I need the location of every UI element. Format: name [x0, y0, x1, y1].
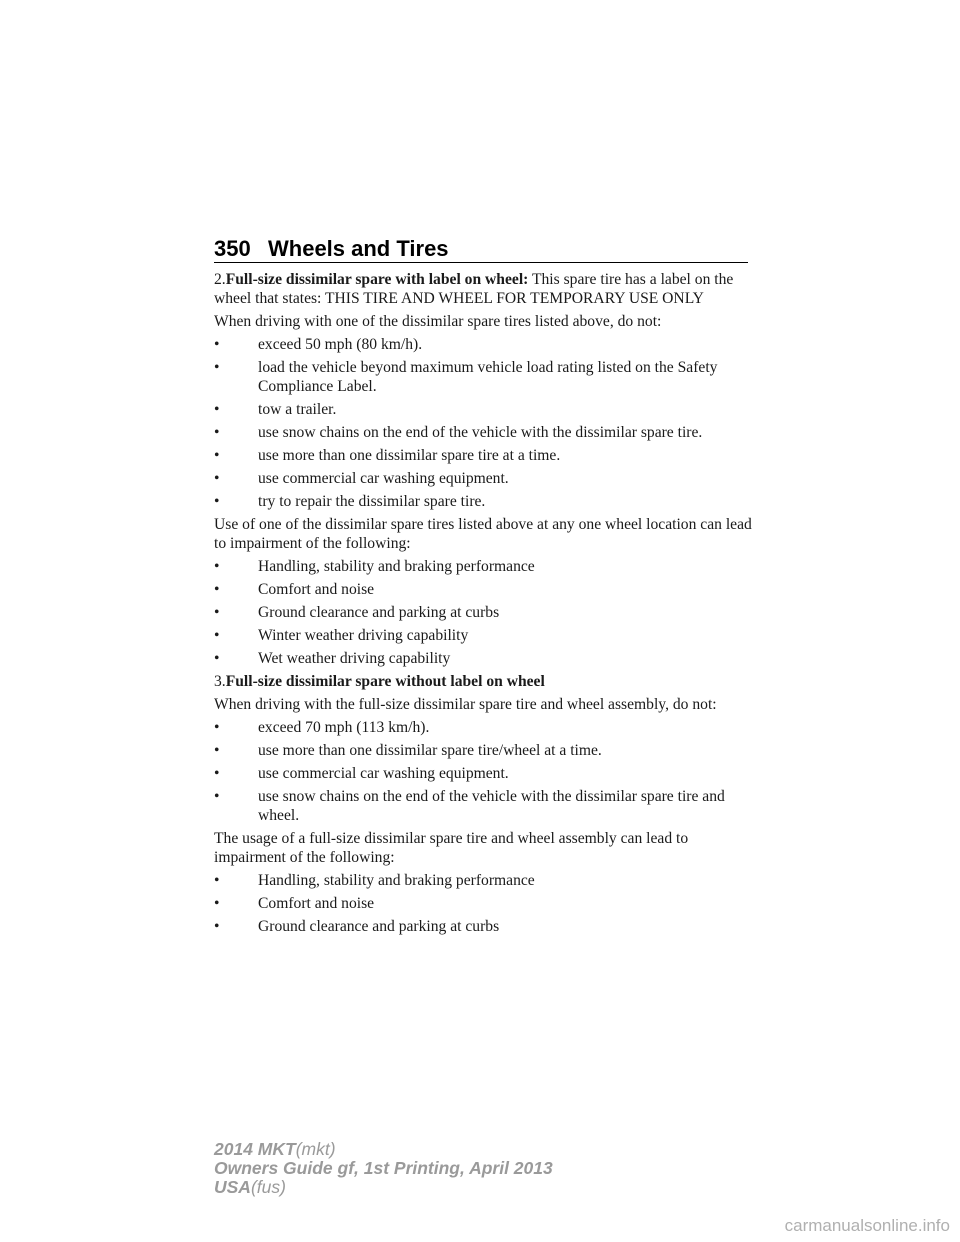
list-item-text: Ground clearance and parking at curbs [258, 918, 500, 935]
list-item [214, 626, 754, 645]
list-item [214, 741, 754, 760]
footer-model: 2014 MKT [214, 1139, 296, 1159]
item-2-text: This spare tire has a label on the wheel that states: THIS TIRE AND WHEEL FOR TEMPORARY USE ONLY [214, 271, 734, 307]
page-header [214, 236, 748, 262]
list-item-text: use more than one dissimilar spare tire at a time. [258, 447, 561, 464]
item-2-lead: Full-size dissimilar spare with label on wheel: [225, 271, 529, 288]
list-item [214, 400, 754, 419]
list-2 [214, 557, 754, 668]
footer-line-1 [214, 1140, 634, 1159]
bullet-icon [214, 764, 258, 783]
item-3-lead: Full-size dissimilar spare without label on wheel [225, 673, 545, 690]
bullet-icon [214, 649, 258, 668]
list-item-text: Wet weather driving capability [258, 650, 451, 667]
list-item-text: Handling, stability and braking performance [258, 872, 535, 889]
list-item [214, 580, 754, 599]
page-number: 350 [214, 236, 251, 261]
list-item-text: load the vehicle beyond maximum vehicle load rating listed on the Safety Compliance Label. [258, 359, 718, 395]
bullet-icon [214, 492, 258, 511]
list-item [214, 492, 754, 511]
footer-model-code: (mkt) [295, 1139, 336, 1159]
item-2-number: 2. [214, 271, 226, 288]
bullet-icon [214, 603, 258, 622]
footer-line-2: Owners Guide gf, 1st Printing, April 2013 [214, 1158, 553, 1178]
list-item [214, 764, 754, 783]
watermark: carmanualsonline.info [784, 1216, 950, 1235]
bullet-icon [214, 917, 258, 936]
list-item [214, 446, 754, 465]
list-item-text: Ground clearance and parking at curbs [258, 604, 500, 621]
header-rule [214, 262, 748, 263]
list-item [214, 917, 754, 936]
list-item [214, 423, 754, 442]
bullet-icon [214, 400, 258, 419]
footer-line-3 [214, 1178, 634, 1197]
list-item [214, 871, 754, 890]
item-2-paragraph [214, 270, 754, 308]
list-item-text: use commercial car washing equipment. [258, 470, 509, 487]
item-3-paragraph [214, 672, 754, 691]
list-item-text: Handling, stability and braking performance [258, 558, 535, 575]
bullet-icon [214, 557, 258, 576]
intro-paragraph-2: Use of one of the dissimilar spare tires listed above at any one wheel location can lead to impairment of the following: [214, 516, 752, 552]
list-item [214, 469, 754, 488]
section-title: Wheels and Tires [268, 236, 449, 261]
intro-paragraph-1: When driving with one of the dissimilar spare tires listed above, do not: [214, 313, 662, 330]
bullet-icon [214, 871, 258, 890]
item-3-number: 3. [214, 673, 226, 690]
list-item-text: try to repair the dissimilar spare tire. [258, 493, 486, 510]
page-footer [214, 1140, 634, 1197]
list-item [214, 718, 754, 737]
list-3 [214, 718, 754, 825]
bullet-icon [214, 741, 258, 760]
list-item-text: use snow chains on the end of the vehicle with the dissimilar spare tire and wheel. [258, 788, 725, 824]
bullet-icon [214, 446, 258, 465]
list-item-text: exceed 50 mph (80 km/h). [258, 336, 423, 353]
footer-market: USA [214, 1177, 251, 1197]
list-item [214, 894, 754, 913]
list-item-text: Comfort and noise [258, 581, 375, 598]
intro-paragraph-3: When driving with the full-size dissimilar spare tire and wheel assembly, do not: [214, 696, 717, 713]
bullet-icon [214, 894, 258, 913]
list-4 [214, 871, 754, 936]
list-item [214, 358, 754, 396]
list-item [214, 787, 754, 825]
list-1 [214, 335, 754, 511]
list-item-text: use commercial car washing equipment. [258, 765, 509, 782]
list-item [214, 649, 754, 668]
bullet-icon [214, 787, 258, 806]
list-item [214, 335, 754, 354]
page-body [214, 270, 754, 940]
footer-market-code: (fus) [250, 1177, 286, 1197]
list-item [214, 557, 754, 576]
list-item-text: tow a trailer. [258, 401, 337, 418]
intro-paragraph-4: The usage of a full-size dissimilar spare tire and wheel assembly can lead to impairment of the following: [214, 830, 689, 866]
list-item-text: Comfort and noise [258, 895, 375, 912]
list-item-text: exceed 70 mph (113 km/h). [258, 719, 430, 736]
list-item [214, 603, 754, 622]
list-item-text: use snow chains on the end of the vehicle with the dissimilar spare tire. [258, 424, 703, 441]
list-item-text: use more than one dissimilar spare tire/wheel at a time. [258, 742, 602, 759]
bullet-icon [214, 469, 258, 488]
bullet-icon [214, 718, 258, 737]
list-item-text: Winter weather driving capability [258, 627, 469, 644]
bullet-icon [214, 580, 258, 599]
bullet-icon [214, 335, 258, 354]
bullet-icon [214, 626, 258, 645]
bullet-icon [214, 423, 258, 442]
bullet-icon [214, 358, 258, 377]
